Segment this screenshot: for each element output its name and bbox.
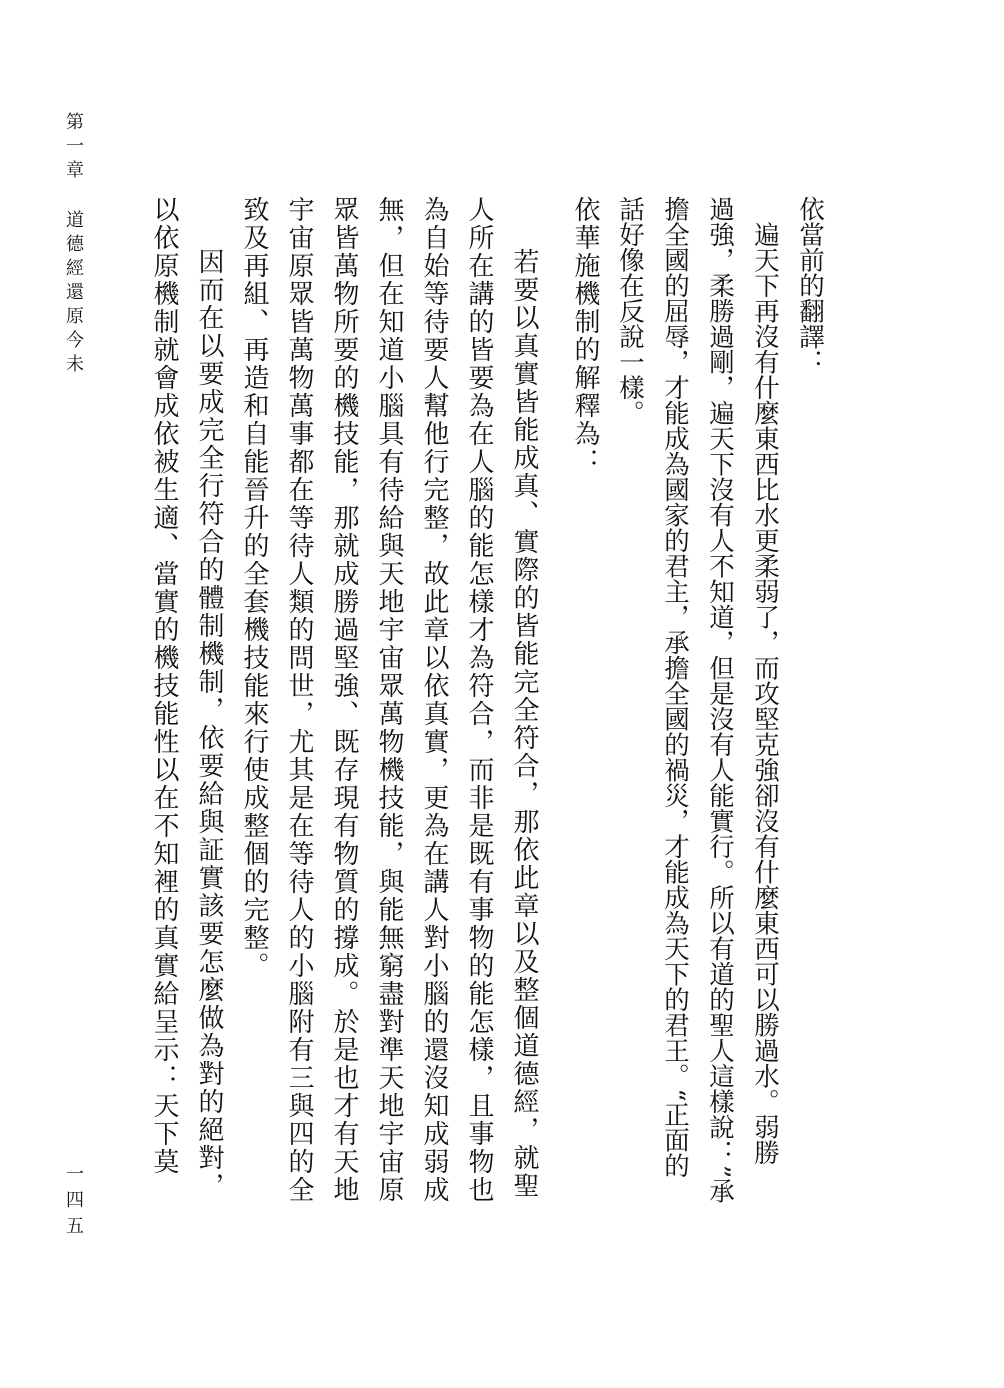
running-header	[56, 112, 90, 712]
text-column-c4: 擔全國的屈辱，才能成為國家的君主，承擔全國的禍災，才能成為天下的君王。“正面的	[660, 196, 690, 1179]
text-column-c2: 遍天下再沒有什麼東西比水更柔弱了，而攻堅克強卻沒有什麼東西可以勝過水。弱勝	[750, 196, 780, 1165]
text-column-c1: 依當前的翻譯：	[795, 196, 825, 375]
text-column-c10: 無，但在知道小腦具有待給與天地宇宙眾萬物機技能，與能無窮盡對準天地宇宙原	[374, 196, 404, 1204]
page-number: 一四五	[63, 1164, 84, 1242]
text-column-c5: 話好像在反說一樣。	[615, 196, 645, 426]
text-column-c14: 因而在以要成完全行符合的體制機制，依要給與証實該要怎麼做為對的絕對，	[194, 248, 224, 1200]
chapter-label: 第一章	[63, 112, 84, 184]
text-column-c6: 依華施機制的解釋為：	[570, 196, 600, 476]
text-column-c3: 過強，柔勝過剛，遍天下沒有人不知道，但是沒有人能實行。所以有道的聖人這樣說：”承	[705, 196, 735, 1204]
text-column-c11: 眾皆萬物所要的機技能，那就成勝過堅強、既存現有物質的撐成。於是也才有天地	[329, 196, 359, 1204]
text-column-c9: 為自始等待要人幫他行完整，故此章以依真實，更為在講人對小腦的還沒知成弱成	[419, 196, 449, 1204]
text-column-c13: 致及再組、再造和自能晉升的全套機技能來行使成整個的完整。	[239, 196, 269, 980]
body-text	[141, 196, 832, 1286]
text-column-c15: 以依原機制就會成依被生適、當實的機技能性以在不知裡的真實給呈示：天下莫	[149, 196, 179, 1176]
text-column-c12: 宇宙原眾皆萬物萬事都在等待人類的問世，尤其是在等待人的小腦附有三與四的全	[284, 196, 314, 1204]
book-title: 道德經還原今未	[63, 210, 84, 378]
text-column-c7: 若要以真實皆能成真、實際的皆能完全符合，那依此章以及整個道德經，就聖	[509, 248, 539, 1200]
text-column-c8: 人所在講的皆要為在人腦的能怎樣才為符合，而非是既有事物的能怎樣，且事物也	[464, 196, 494, 1204]
